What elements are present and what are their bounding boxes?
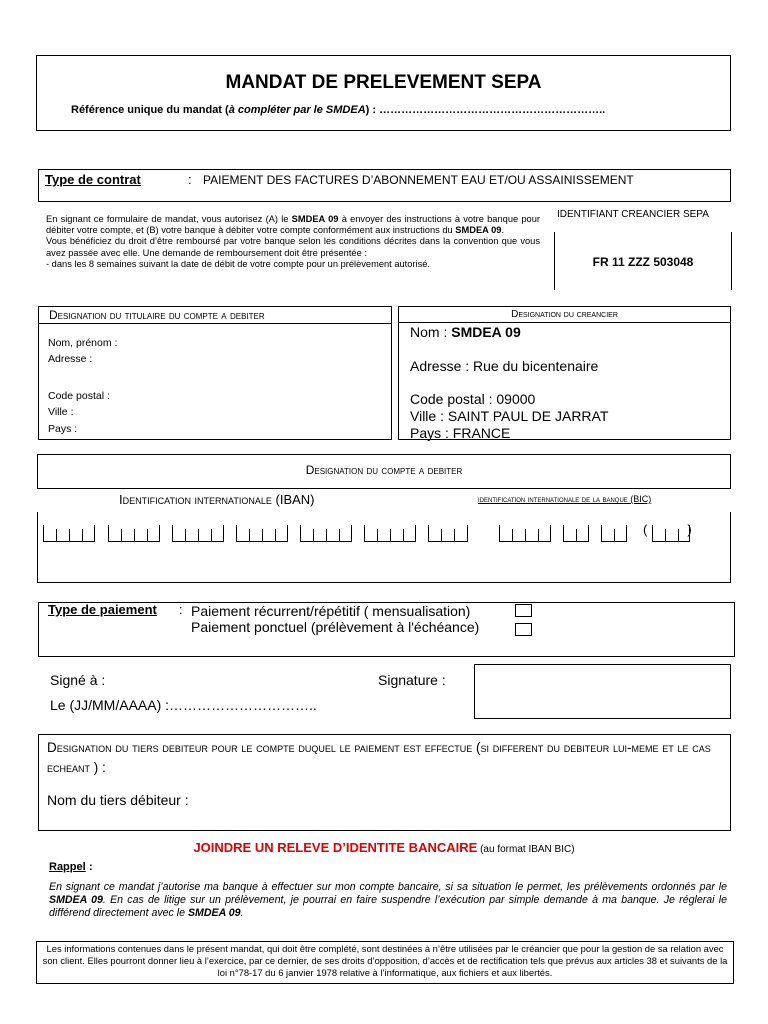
bic-group-3[interactable] (601, 525, 627, 542)
creditor-name (410, 324, 521, 340)
rappel-text-part: . (240, 907, 244, 919)
intro-text: à envoyer des instructions à votre banque pour débiter votre compte, et (B) votre banque à débiter votre compte conformément aux instructions du (46, 214, 540, 236)
intro-paragraph-1 (46, 214, 540, 236)
creditor-name-bold: SMDEA 09 (187, 907, 241, 919)
creditor-id-box (554, 232, 732, 290)
payment-type-box (38, 602, 735, 657)
rappel-text-part: . En cas de litige sur un prélèvement, je pourrai en faire suspendre l’exécution par simple demande à ma banque. Je réglerai le différend directement avec le (49, 894, 728, 919)
rib-sub: (au format IBAN BIC) (477, 844, 575, 855)
reference-prefix: Référence unique du mandat ( (71, 104, 229, 116)
payment-recurrent-label: Paiement récurrent/répétitif ( mensualisation) (191, 603, 471, 619)
intro-text: En signant ce formulaire de mandat, vous autorisez (A) le (46, 214, 292, 224)
date-field[interactable]: Le (JJ/MM/AAAA) :………………………….. (50, 697, 317, 713)
rappel-text-part: En signant ce mandat j’autorise ma banque à effectuer sur mon compte bancaire, si sa situation le permet, les prélèvements ordonnés par le (49, 881, 727, 893)
iban-group-7[interactable] (428, 525, 468, 542)
iban-group-3[interactable] (172, 525, 224, 542)
reference-suffix: ) : …………………………………………………….. (365, 104, 606, 116)
mandate-intro (46, 214, 540, 270)
payment-separator: : (179, 602, 183, 617)
iban-group-2[interactable] (108, 525, 160, 542)
creditor-name-value: SMDEA 09 (451, 324, 521, 340)
ponctuel-checkbox[interactable] (515, 623, 532, 636)
intro-paragraph-3: - dans les 8 semaines suivant la date de débit de votre compte pour un prélèvement autorisé. (46, 258, 430, 269)
signature-box[interactable] (474, 664, 731, 719)
privacy-footer: Les informations contenues dans le présent mandat, qui doit être complété, sont destinées à n’être utilisées par le créancier que pour la gestion de sa relation avec son client. Elles pourront donner lieu à l’exercice, par ce dernier, de ses droits d’opposition, d’accès et de rectification tels que prévus aux articles 38 et suivants de la loi n°78-17 du 6 janvier 1978 relative à l’informatique, aux fichiers et aux libertés. (36, 941, 734, 984)
intro-text: . (501, 225, 505, 236)
account-heading: Designation du compte a debiter (37, 454, 731, 489)
debtor-heading: Designation du titulaire du compte a debiter (39, 307, 391, 324)
bic-close-paren: ) (687, 522, 692, 537)
debtor-address-field[interactable]: Adresse : (48, 353, 93, 365)
creditor-name-bold: SMDEA 09 (291, 214, 339, 224)
debtor-country-field[interactable]: Pays : (48, 423, 78, 435)
rappel-colon: : (89, 861, 93, 873)
payment-ponctuel-label: Paiement ponctuel (prélèvement à l'échéance) (191, 619, 480, 635)
third-party-name-field[interactable]: Nom du tiers débiteur : (47, 792, 189, 808)
rappel-label-text: Rappel (49, 861, 86, 873)
reference-italic: à compléter par le SMDEA (228, 104, 366, 116)
payment-label-text: Type de paiement (48, 602, 157, 617)
signed-at-field[interactable]: Signé à : (50, 672, 106, 688)
mandate-header (36, 55, 731, 131)
bic-label: identification internationale de la banque (BIC) (478, 494, 652, 504)
contract-type-value: PAIEMENT DES FACTURES D’ABONNEMENT EAU ET/OU ASSAINISSEMENT (203, 173, 634, 187)
page-title: MANDAT DE PRELEVEMENT SEPA (225, 72, 542, 93)
rib-instruction (0, 840, 768, 855)
creditor-name-label: Nom : (410, 324, 452, 340)
creditor-id-label: IDENTIFIANT CREANCIER SEPA (557, 209, 709, 220)
mandate-reference (71, 104, 605, 116)
rib-main: JOINDRE UN RELEVE D’IDENTITE BANCAIRE (193, 840, 478, 855)
iban-group-5[interactable] (300, 525, 352, 542)
bic-group-1[interactable] (499, 525, 551, 542)
debtor-box (38, 306, 392, 440)
intro-paragraph-2: Vous bénéficiez du droit d’être remboursé par votre banque selon les conditions décrites dans la convention que vous avez passée avec elle. Une demande de remboursement doit être présentée : (46, 236, 540, 258)
bic-group-2[interactable] (563, 525, 589, 542)
creditor-id-value: FR 11 ZZZ 503048 (592, 255, 694, 269)
payment-type-label (48, 602, 157, 617)
account-entry-area (37, 512, 731, 583)
debtor-postal-field[interactable]: Code postal : (48, 390, 110, 402)
third-party-box (38, 734, 731, 831)
bic-branch-group[interactable] (652, 525, 690, 542)
debtor-name-field[interactable]: Nom, prénom : (48, 337, 118, 349)
creditor-address: Adresse : Rue du bicentenaire (410, 358, 599, 374)
creditor-heading: Designation du creancier (399, 307, 730, 323)
iban-group-6[interactable] (364, 525, 416, 542)
iban-label: Identification internationale (IBAN) (119, 492, 315, 507)
iban-group-4[interactable] (236, 525, 288, 542)
rappel-label (49, 861, 86, 873)
creditor-postal: Code postal : 09000 (410, 391, 536, 407)
contract-type-box (38, 169, 731, 202)
recurrent-checkbox[interactable] (515, 604, 532, 617)
signature-label: Signature : (378, 672, 446, 688)
rappel-text (49, 881, 727, 920)
contract-separator: : (188, 172, 192, 187)
creditor-box (398, 306, 731, 440)
creditor-name-bold: SMDEA 09 (49, 894, 103, 906)
creditor-name-bold: SMDEA 09 (455, 225, 502, 236)
iban-group-1[interactable] (43, 525, 95, 542)
debtor-city-field[interactable]: Ville : (48, 406, 74, 418)
bic-open-paren: ( (643, 522, 648, 537)
contract-type-label (45, 172, 141, 187)
third-party-heading: Designation du tiers debiteur pour le compte duquel le paiement est effectue (si different du debiteur lui-meme et le cas echeant ) : (47, 740, 711, 775)
creditor-country: Pays : FRANCE (410, 425, 511, 441)
contract-label-text: Type de contrat (45, 172, 141, 187)
creditor-city: Ville : SAINT PAUL DE JARRAT (410, 408, 609, 424)
